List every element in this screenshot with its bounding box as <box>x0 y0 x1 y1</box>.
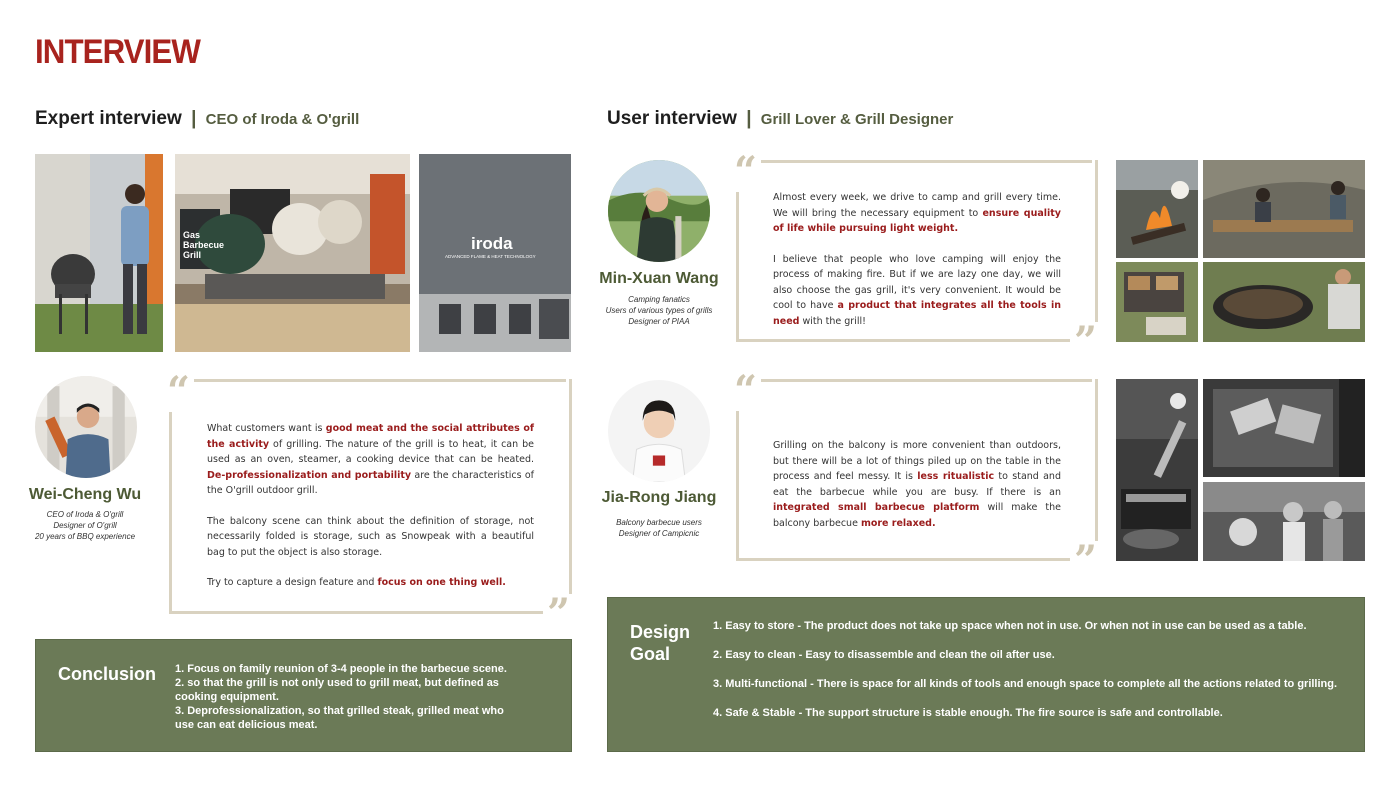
expert-close-quote: ” <box>543 594 574 634</box>
quote-paragraph: The balcony scene can think about the definition of storage, not necessarily folded is storage, such as Snowpeak with a beautiful bag to put the object is also storage. <box>207 515 534 558</box>
quote-highlight: less ritualistic <box>917 471 995 482</box>
design-goal-item: 2. Easy to clean - Easy to disassemble and clean the oil after use. <box>713 649 1055 661</box>
user-heading <box>607 108 953 130</box>
page-title: INTERVIEW <box>35 33 200 71</box>
quote-segment: of grilling. The nature of the grill is to heat, it can be used as an oven, steamer, a cooking device that can be heated. <box>207 438 534 465</box>
quote-highlight: focus on one thing well. <box>377 577 506 588</box>
expert-open-quote: “ <box>163 372 194 412</box>
quote-segment: to stand and eat the barbecue while you are busy. If there is an <box>773 471 1061 498</box>
expert-photo-iroda-office <box>419 154 571 352</box>
user2-role: Designer of Campicnic <box>618 529 700 538</box>
iroda-logo: iroda <box>471 234 513 253</box>
user1-quote-text <box>773 190 1061 344</box>
user1-close-quote: ” <box>1070 322 1101 362</box>
user1-roles <box>593 294 725 327</box>
user2-open-quote: “ <box>730 371 761 411</box>
conclusion-box <box>35 639 572 752</box>
design-goal-title-line: Goal <box>630 644 671 664</box>
quote-segment: What customers want is <box>207 423 326 434</box>
quote-segment: Grilling on the balcony is more convenient than outdoors, but there will be a lot of things piled up on the table in the process and feel messy. It is <box>773 440 1061 482</box>
user1-photo-grilling <box>1203 262 1365 342</box>
design-goal-item: 3. Multi-functional - There is space for all kinds of tools and enough space to complete all the actions related to grilling. <box>713 678 1338 690</box>
design-goal-list <box>713 619 1353 720</box>
user-heading-separator: | <box>746 108 752 129</box>
user2-name: Jia-Rong Jiang <box>601 489 717 506</box>
user2-close-quote: ” <box>1070 541 1101 581</box>
user1-role: Users of various types of grills <box>605 306 713 315</box>
user1-photo-campfire <box>1116 160 1198 258</box>
design-goal-title-line: Design <box>630 622 691 642</box>
expert-heading <box>35 108 359 130</box>
quote-segment: will make the balcony barbecue <box>773 502 1061 529</box>
expert-name: Wei-Cheng Wu <box>28 486 142 503</box>
expert-role: CEO of Iroda & O'grill <box>46 510 124 519</box>
expert-photo-grill-demo <box>35 154 163 352</box>
user1-name: Min-Xuan Wang <box>599 270 719 287</box>
quote-highlight: good meat and the social attributes of the activity <box>207 423 535 450</box>
expert-heading-label: Expert interview <box>35 108 182 129</box>
conclusion-list <box>175 662 510 732</box>
user1-role: Designer of PIAA <box>628 317 690 326</box>
quote-segment: I believe that people who love camping will enjoy the process of making fire. But if we are lazy one day, we will also choose the gas grill, it's very convenient. It would be cool to have <box>773 253 1061 311</box>
expert-roles <box>20 509 150 542</box>
user-heading-label: User interview <box>607 108 737 129</box>
user1-avatar <box>608 160 710 262</box>
expert-heading-separator: | <box>191 108 197 129</box>
user1-photo-campsite <box>1203 160 1365 258</box>
expert-photo-box-text: Gas Barbecue Grill <box>183 230 225 260</box>
design-goal-box <box>607 597 1365 752</box>
expert-role: Designer of O'grill <box>53 521 117 530</box>
user2-avatar <box>608 380 710 482</box>
quote-highlight: De-professionalization and portability <box>207 469 412 481</box>
quote-segment: are the characteristics of the O'grill outdoor grill. <box>207 469 534 496</box>
user2-photo-grill-top <box>1203 379 1365 477</box>
user1-photo-grill-food <box>1116 262 1198 342</box>
quote-highlight: more relaxed. <box>860 517 936 529</box>
user-heading-subtitle: Grill Lover & Grill Designer <box>760 111 954 128</box>
user1-role: Camping fanatics <box>628 295 690 304</box>
conclusion-item: 1. Focus on family reunion of 3-4 people in the barbecue scene. <box>175 663 507 675</box>
quote-highlight: a product that integrates all the tools in need <box>773 300 1061 327</box>
quote-segment: with the grill! <box>799 315 866 327</box>
user2-photo-group-selfie <box>1203 482 1365 561</box>
user2-role: Balcony barbecue users <box>616 518 702 527</box>
design-goal-item: 1. Easy to store - The product does not take up space when not in use. Or when not in use can be used as a table. <box>713 620 1307 632</box>
user1-open-quote: “ <box>730 152 761 192</box>
expert-avatar <box>35 376 137 478</box>
user2-photo-balcony-grill <box>1116 379 1198 561</box>
conclusion-item: 2. so that the grill is not only used to grill meat, but defined as cooking equipment. <box>175 677 499 703</box>
design-goal-title <box>630 621 690 665</box>
design-goal-item: 4. Safe & Stable - The support structure is stable enough. The fire source is safe and controllable. <box>713 707 1223 719</box>
expert-quote-text <box>207 421 534 606</box>
iroda-logo-tagline: ADVANCED FLAME & HEAT TECHNOLOGY <box>445 254 536 259</box>
expert-role: 20 years of BBQ experience <box>34 532 136 541</box>
expert-heading-subtitle: CEO of Iroda & O'grill <box>205 111 360 128</box>
quote-segment: Try to capture a design feature and <box>207 577 378 588</box>
quote-highlight: ensure quality of life while pursuing light weight. <box>773 207 1061 234</box>
user2-quote-text <box>773 438 1061 546</box>
user2-roles <box>593 517 725 539</box>
conclusion-title: Conclusion <box>58 664 156 684</box>
expert-photo-grill-display <box>175 154 410 352</box>
quote-highlight: integrated small barbecue platform <box>773 502 980 513</box>
conclusion-item: 3. Deprofessionalization, so that grilled steak, grilled meat who use can eat delicious meat. <box>175 705 504 731</box>
quote-segment: Almost every week, we drive to camp and grill every time. We will bring the necessary equipment to <box>773 192 1061 219</box>
